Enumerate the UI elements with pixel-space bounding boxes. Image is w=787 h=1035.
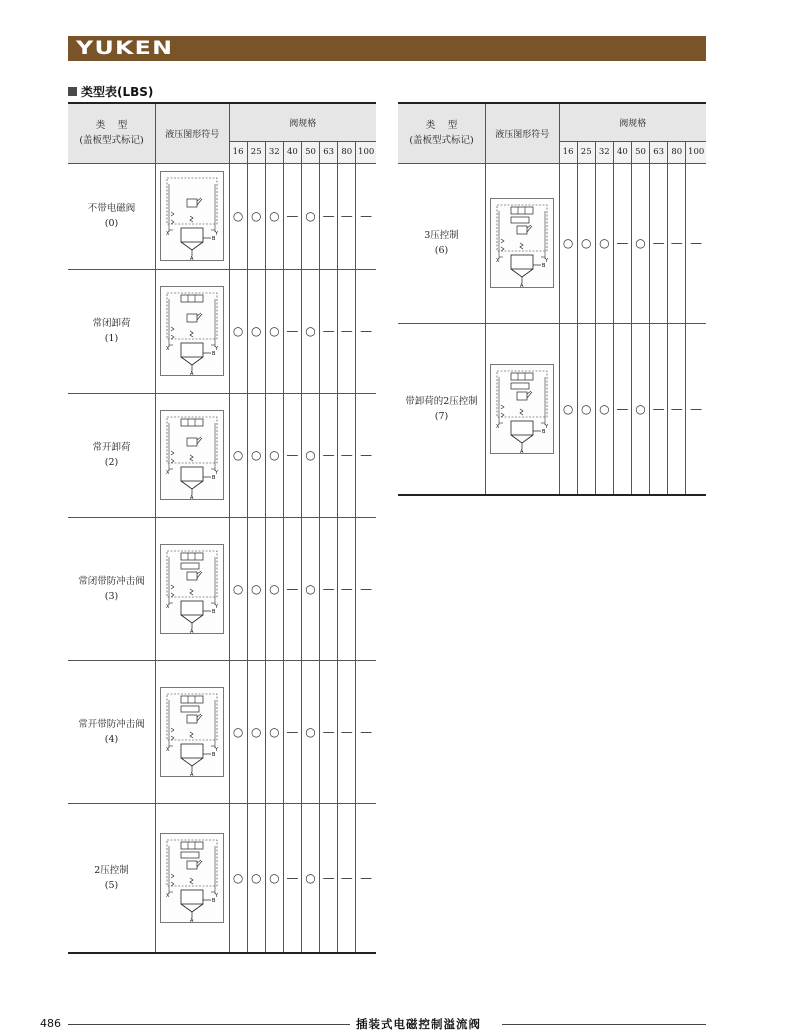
svg-text:B: B: [212, 236, 216, 242]
type-code: (7): [434, 410, 449, 422]
type-code: (6): [434, 245, 449, 256]
availability-cell: [247, 393, 265, 517]
availability-mark: ○: [269, 209, 280, 223]
hydraulic-symbol-icon: [160, 286, 224, 376]
size-header-100: 100: [356, 141, 376, 163]
type-name: 常开带防冲击阀: [78, 718, 145, 730]
availability-cell: [356, 660, 376, 803]
availability-cell: [229, 393, 247, 517]
svg-text:B: B: [212, 608, 216, 615]
header-type: 类 型: [95, 120, 128, 132]
availability-cell: [356, 803, 376, 953]
availability-cell: [229, 803, 247, 953]
size-header-16: 16: [229, 141, 247, 163]
svg-text:A: A: [190, 371, 194, 376]
type-name: 常开卸荷: [92, 442, 131, 453]
header-size: 阀规格: [229, 103, 376, 141]
svg-text:X: X: [166, 346, 170, 352]
availability-cell: [247, 269, 265, 393]
size-header-32: 32: [265, 141, 283, 163]
type-table-left: [68, 102, 376, 954]
svg-text:B: B: [212, 475, 216, 481]
type-name-cell: [68, 269, 156, 393]
availability-cell: [301, 393, 319, 517]
availability-mark: —: [322, 209, 335, 223]
availability-mark: ○: [269, 870, 280, 885]
availability-cell: [265, 393, 283, 517]
availability-cell: [320, 517, 338, 660]
svg-text:X: X: [496, 423, 500, 430]
type-name: 2压控制: [94, 864, 129, 876]
section-title: [68, 83, 153, 100]
availability-cell: [650, 323, 668, 495]
hydraulic-symbol-icon: [160, 544, 224, 634]
size-header-16: 16: [559, 141, 577, 163]
type-code: (5): [104, 879, 119, 891]
header-type-cell: [398, 103, 486, 163]
svg-text:B: B: [542, 263, 546, 269]
svg-text:B: B: [212, 751, 216, 758]
table-row: [68, 517, 376, 660]
header-type-sub: (盖板型式标记): [79, 135, 144, 147]
size-header-25: 25: [247, 141, 265, 163]
table-row: [398, 163, 706, 323]
availability-mark: —: [360, 581, 373, 596]
brand-header-bar: [68, 36, 706, 61]
availability-mark: ○: [250, 870, 262, 885]
svg-text:X: X: [166, 892, 170, 899]
availability-cell: [301, 269, 319, 393]
availability-mark: —: [652, 236, 665, 250]
availability-cell: [686, 163, 706, 323]
table-row: [68, 660, 376, 803]
availability-cell: [320, 269, 338, 393]
svg-text:A: A: [190, 771, 194, 777]
availability-cell: [247, 517, 265, 660]
hydraulic-symbol-icon: [160, 410, 224, 500]
availability-cell: [283, 517, 301, 660]
availability-mark: ○: [580, 401, 592, 416]
availability-cell: [283, 660, 301, 803]
symbol-cell: [156, 393, 229, 517]
availability-cell: [265, 517, 283, 660]
availability-cell: [338, 163, 356, 269]
availability-mark: ○: [250, 448, 262, 462]
availability-cell: [595, 323, 613, 495]
availability-mark: —: [286, 324, 299, 338]
header-type-cell: [68, 103, 156, 163]
availability-cell: [356, 269, 376, 393]
availability-cell: [613, 163, 631, 323]
header-symbol: 液压图形符号: [156, 103, 229, 163]
type-name-cell: [398, 163, 486, 323]
availability-cell: [283, 393, 301, 517]
availability-mark: —: [616, 401, 629, 416]
availability-cell: [338, 269, 356, 393]
symbol-cell: [486, 163, 559, 323]
svg-text:X: X: [166, 470, 170, 476]
footer-title: 插装式电磁控制溢流阀: [356, 1017, 481, 1031]
svg-text:A: A: [190, 917, 194, 923]
symbol-cell: [486, 323, 559, 495]
availability-mark: ○: [232, 209, 244, 223]
table-row: [68, 163, 376, 269]
availability-mark: —: [286, 209, 299, 223]
availability-mark: ○: [232, 324, 244, 338]
svg-text:X: X: [166, 746, 170, 753]
availability-cell: [265, 803, 283, 953]
size-header-40: 40: [283, 141, 301, 163]
availability-mark: —: [670, 236, 683, 250]
availability-cell: [247, 163, 265, 269]
availability-cell: [338, 517, 356, 660]
size-header-50: 50: [631, 141, 649, 163]
availability-mark: —: [360, 870, 373, 885]
availability-cell: [283, 269, 301, 393]
availability-cell: [320, 163, 338, 269]
availability-mark: —: [340, 724, 353, 739]
type-name-cell: [398, 323, 486, 495]
symbol-cell: [156, 660, 229, 803]
availability-mark: ○: [250, 324, 262, 338]
svg-text:Y: Y: [215, 892, 219, 899]
availability-mark: ○: [232, 581, 244, 596]
type-code: (1): [104, 333, 119, 344]
square-bullet-icon: [68, 87, 77, 96]
table-row: [68, 803, 376, 953]
size-header-80: 80: [338, 141, 356, 163]
header-symbol: 液压图形符号: [486, 103, 559, 163]
availability-cell: [613, 323, 631, 495]
svg-text:B: B: [212, 351, 216, 357]
availability-mark: —: [690, 401, 703, 416]
header-type-sub: (盖板型式标记): [409, 135, 474, 147]
table-row: [398, 323, 706, 495]
size-header-50: 50: [301, 141, 319, 163]
availability-mark: ○: [580, 236, 592, 250]
availability-cell: [356, 393, 376, 517]
symbol-cell: [156, 269, 229, 393]
availability-mark: ○: [269, 581, 280, 596]
availability-mark: —: [690, 236, 703, 250]
type-name-cell: [68, 517, 156, 660]
size-header-80: 80: [668, 141, 686, 163]
footer-rule-right: [502, 1024, 706, 1025]
availability-cell: [559, 323, 577, 495]
page-footer: [40, 1016, 710, 1032]
availability-mark: —: [322, 724, 335, 739]
svg-text:Y: Y: [215, 346, 219, 352]
availability-mark: ○: [269, 448, 280, 462]
symbol-cell: [156, 803, 229, 953]
size-header-63: 63: [650, 141, 668, 163]
availability-cell: [631, 163, 649, 323]
size-header-25: 25: [577, 141, 595, 163]
svg-text:B: B: [542, 428, 546, 435]
availability-mark: —: [286, 870, 299, 885]
availability-cell: [338, 393, 356, 517]
availability-mark: —: [360, 324, 373, 338]
availability-cell: [320, 803, 338, 953]
availability-mark: —: [360, 724, 373, 739]
availability-mark: —: [670, 401, 683, 416]
svg-text:X: X: [496, 258, 500, 264]
availability-mark: —: [340, 324, 353, 338]
type-name-cell: [68, 163, 156, 269]
availability-cell: [686, 323, 706, 495]
type-name: 带卸荷的2压控制: [405, 395, 478, 407]
svg-text:A: A: [520, 448, 524, 454]
availability-cell: [229, 660, 247, 803]
availability-cell: [356, 517, 376, 660]
availability-mark: —: [322, 324, 335, 338]
header-size: 阀规格: [559, 103, 706, 141]
availability-cell: [320, 393, 338, 517]
availability-cell: [265, 660, 283, 803]
availability-mark: —: [360, 209, 373, 223]
availability-mark: ○: [269, 324, 280, 338]
availability-mark: ○: [232, 870, 244, 885]
availability-cell: [247, 803, 265, 953]
availability-cell: [283, 163, 301, 269]
type-code: (4): [104, 733, 119, 745]
availability-cell: [595, 163, 613, 323]
availability-cell: [229, 163, 247, 269]
yuken-logo: YUKEN: [76, 37, 174, 59]
availability-mark: —: [340, 448, 353, 462]
section-title-text: 类型表(LBS): [81, 85, 154, 99]
size-header-32: 32: [595, 141, 613, 163]
hydraulic-symbol-icon: [160, 171, 224, 261]
availability-mark: ○: [269, 724, 280, 739]
availability-cell: [668, 163, 686, 323]
svg-text:Y: Y: [545, 423, 549, 430]
availability-cell: [631, 323, 649, 495]
availability-mark: —: [286, 724, 299, 739]
availability-cell: [338, 660, 356, 803]
availability-mark: ○: [305, 581, 316, 596]
svg-text:Y: Y: [215, 603, 219, 610]
availability-mark: ○: [305, 324, 316, 338]
availability-mark: —: [286, 448, 299, 462]
svg-text:X: X: [166, 231, 170, 237]
availability-mark: —: [652, 401, 665, 416]
availability-cell: [668, 323, 686, 495]
availability-cell: [265, 269, 283, 393]
availability-cell: [265, 163, 283, 269]
availability-mark: —: [340, 209, 353, 223]
size-header-100: 100: [686, 141, 706, 163]
svg-text:B: B: [212, 897, 216, 904]
availability-cell: [301, 517, 319, 660]
table-row: [68, 269, 376, 393]
availability-mark: ○: [562, 236, 574, 250]
availability-cell: [229, 269, 247, 393]
availability-mark: ○: [305, 724, 316, 739]
type-name: 3压控制: [424, 230, 459, 241]
hydraulic-symbol-icon: [160, 833, 224, 923]
availability-cell: [559, 163, 577, 323]
availability-mark: ○: [232, 448, 244, 462]
availability-cell: [301, 660, 319, 803]
availability-mark: —: [322, 448, 335, 462]
svg-text:Y: Y: [215, 231, 219, 237]
availability-cell: [283, 803, 301, 953]
type-code: (0): [104, 218, 119, 229]
availability-mark: ○: [599, 401, 610, 416]
availability-mark: ○: [305, 870, 316, 885]
svg-text:A: A: [190, 256, 194, 261]
availability-mark: —: [322, 581, 335, 596]
svg-text:A: A: [190, 495, 194, 500]
availability-mark: —: [322, 870, 335, 885]
type-name: 常闭带防冲击阀: [78, 575, 145, 587]
svg-text:Y: Y: [215, 746, 219, 753]
availability-mark: ○: [562, 401, 574, 416]
availability-mark: ○: [635, 401, 646, 416]
type-name: 常闭卸荷: [92, 318, 131, 329]
footer-rule-left: [68, 1024, 350, 1025]
availability-mark: ○: [305, 209, 316, 223]
availability-cell: [320, 660, 338, 803]
availability-mark: —: [360, 448, 373, 462]
availability-mark: —: [616, 236, 629, 250]
availability-mark: ○: [635, 236, 646, 250]
availability-cell: [577, 163, 595, 323]
availability-cell: [247, 660, 265, 803]
type-name: 不带电磁阀: [87, 203, 136, 214]
availability-cell: [356, 163, 376, 269]
header-type: 类 型: [425, 120, 458, 132]
availability-cell: [301, 803, 319, 953]
availability-mark: ○: [305, 448, 316, 462]
type-table-right: [398, 102, 706, 496]
svg-text:Y: Y: [215, 470, 219, 476]
hydraulic-symbol-icon: [160, 687, 224, 777]
availability-mark: ○: [250, 209, 262, 223]
size-header-63: 63: [320, 141, 338, 163]
availability-mark: ○: [250, 724, 262, 739]
availability-cell: [301, 163, 319, 269]
availability-cell: [650, 163, 668, 323]
svg-text:Y: Y: [545, 258, 549, 264]
availability-mark: ○: [250, 581, 262, 596]
availability-cell: [229, 517, 247, 660]
availability-mark: —: [340, 581, 353, 596]
availability-mark: —: [340, 870, 353, 885]
svg-text:A: A: [190, 628, 194, 634]
svg-text:X: X: [166, 603, 170, 610]
size-header-40: 40: [613, 141, 631, 163]
type-code: (2): [104, 457, 119, 468]
hydraulic-symbol-icon: [490, 198, 554, 288]
availability-mark: —: [286, 581, 299, 596]
svg-text:A: A: [520, 283, 524, 288]
hydraulic-symbol-icon: [490, 364, 554, 454]
availability-cell: [338, 803, 356, 953]
availability-cell: [577, 323, 595, 495]
type-name-cell: [68, 660, 156, 803]
type-name-cell: [68, 393, 156, 517]
availability-mark: ○: [599, 236, 610, 250]
symbol-cell: [156, 163, 229, 269]
symbol-cell: [156, 517, 229, 660]
type-name-cell: [68, 803, 156, 953]
type-code: (3): [104, 590, 119, 602]
table-row: [68, 393, 376, 517]
availability-mark: ○: [232, 724, 244, 739]
page-number: 486: [40, 1017, 61, 1030]
